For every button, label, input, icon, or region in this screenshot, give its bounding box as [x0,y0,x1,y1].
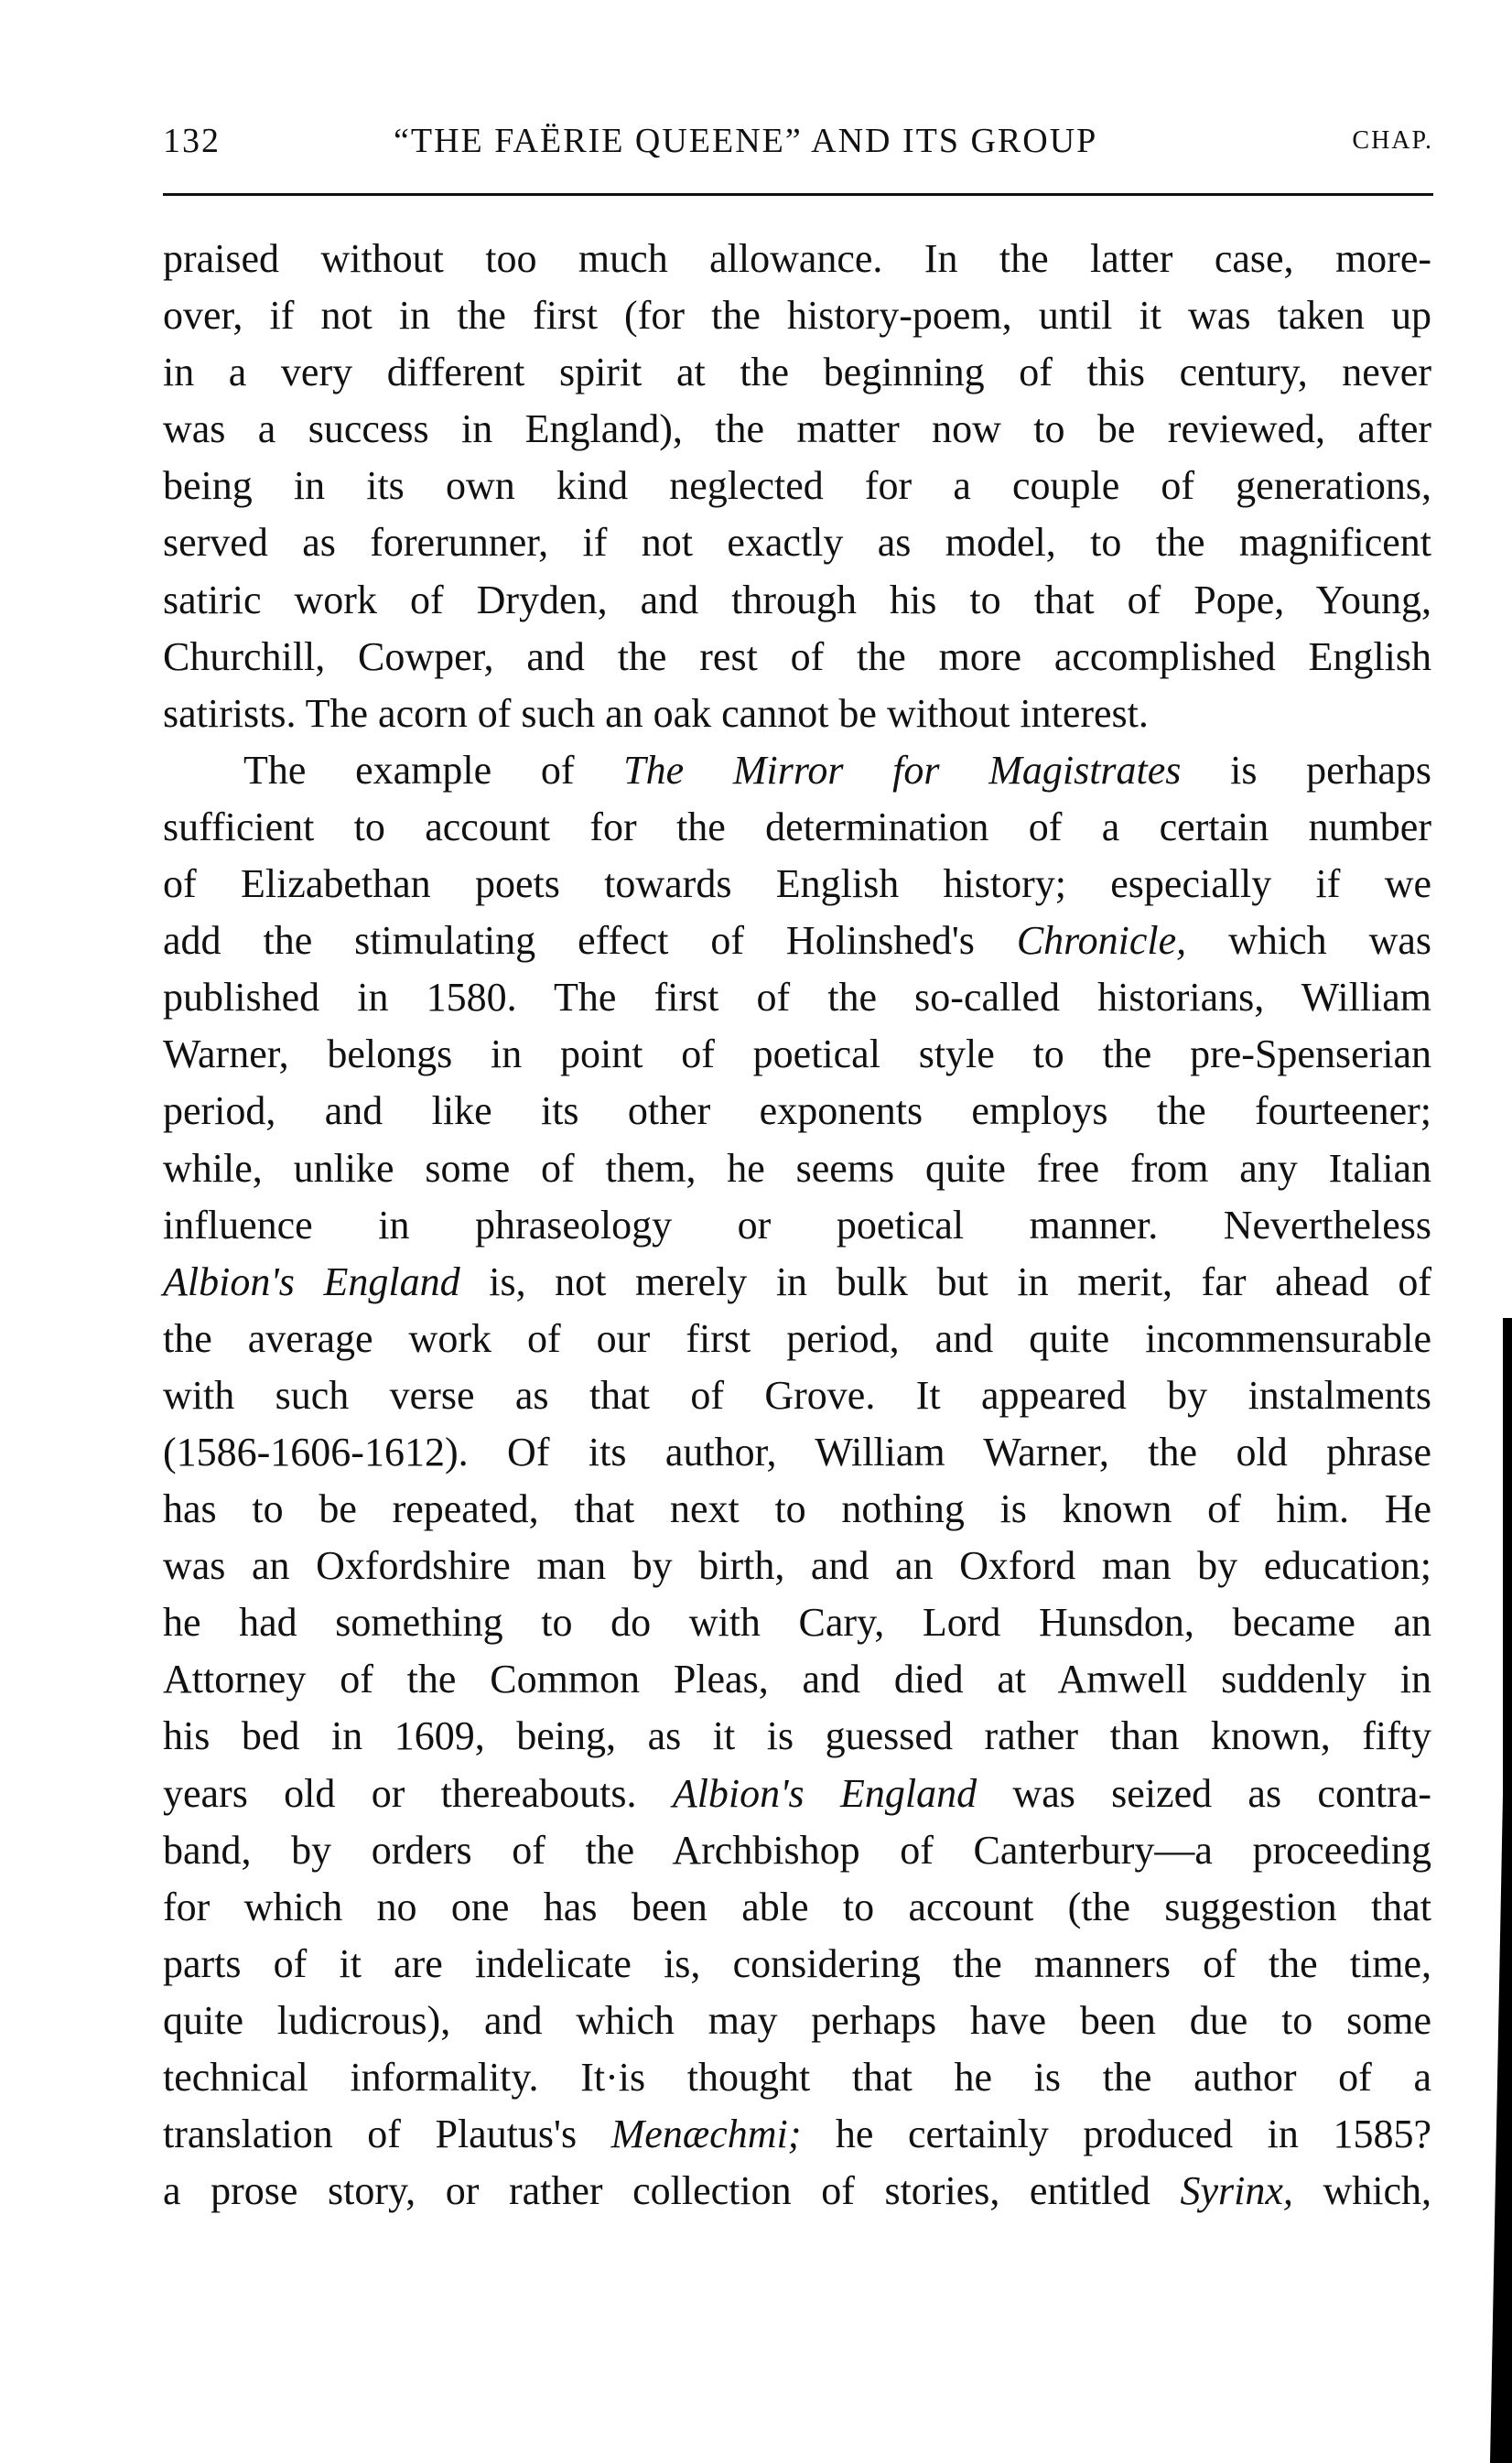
text-line [163,1254,1431,1311]
text-line [163,2163,1431,2220]
text-line [163,2106,1431,2163]
text-line [163,1367,1431,1424]
text-line [163,856,1431,913]
page-number: 132 [163,122,221,160]
text-line [163,1197,1431,1254]
text-segment: the average work of our first period, and quite incommensurable [163,1315,1431,1361]
text-segment: Attorney of the Common Pleas, and died at Amwell suddenly in [163,1657,1431,1702]
text-line [163,913,1431,969]
text-segment: praised without too much allowance. In the latter case, more- [163,236,1431,281]
italic-title: Menæchmi; [610,2112,802,2157]
text-line [163,799,1431,856]
text-line [163,1708,1431,1765]
text-line [163,629,1431,686]
header-rule [163,193,1433,196]
text-segment: he had something to do with Cary, Lord Hunsdon, became an [163,1600,1431,1646]
text-segment: of Elizabethan poets towards English history; especially if we [163,861,1431,907]
chapter-label: CHAP. [1352,126,1433,155]
text-line [163,1822,1431,1879]
text-line [163,1481,1431,1538]
text-segment: while, unlike some of them, he seems quite free from any Italian [163,1145,1431,1191]
text-segment: years old or thereabouts. [163,1770,673,1816]
text-segment: was seized as contra- [977,1770,1431,1816]
text-segment: is, not merely in bulk but in merit, far ahead of [459,1259,1432,1304]
text-segment: add the stimulating effect of Holinshed's [163,918,1017,964]
text-segment: for which no one has been able to account (the suggestion that [163,1884,1431,1929]
text-segment: technical informality. It·is thought that he is the author of a [163,2055,1431,2100]
text-segment: sufficient to account for the determination of a certain number [163,804,1431,849]
text-line [163,1879,1431,1936]
text-segment: has to be repeated, that next to nothing is known of him. He [163,1486,1431,1532]
page-edge-shadow-band [1503,1318,1512,2463]
text-segment: which was [1186,918,1431,964]
text-segment: quite ludicrous), and which may perhaps have been due to some [163,1997,1431,2043]
text-line [163,1993,1431,2049]
running-header [163,121,1433,176]
text-segment: The example of [243,747,624,793]
text-line [163,969,1431,1026]
text-segment: which, [1292,2168,1431,2214]
italic-title: Syrinx, [1180,2168,1293,2214]
text-segment: his bed in 1609, being, as it is guessed rather than known, fifty [163,1713,1431,1759]
text-line [163,1424,1431,1481]
text-segment: Warner, belongs in point of poetical style to the pre-Spenserian [163,1032,1431,1077]
text-line [163,1311,1431,1367]
text-line [163,1766,1431,1822]
text-segment: translation of Plautus's [163,2112,611,2157]
text-line [163,514,1431,571]
text-line [163,572,1431,629]
text-segment: he certainly produced in 1585? [801,2112,1431,2157]
text-segment: in a very different spirit at the beginning of this century, never [163,350,1431,395]
italic-title: Albion's England [672,1770,977,1816]
text-segment: with such verse as that of Grove. It appeared by instalments [163,1372,1431,1418]
text-line [163,231,1431,287]
text-line [163,458,1431,514]
text-line [163,2049,1431,2106]
text-segment: a prose story, or rather collection of stories, entitled [163,2168,1181,2214]
text-segment: period, and like its other exponents employs the fourteener; [163,1088,1431,1134]
text-line [163,742,1431,799]
text-segment: satirists. The acorn of such an oak cannot be without interest. [163,690,1149,736]
text-segment: being in its own kind neglected for a couple of generations, [163,463,1431,509]
text-line [163,686,1431,742]
text-line [163,1140,1431,1197]
text-segment: was an Oxfordshire man by birth, and an Oxford man by education; [163,1543,1431,1589]
italic-title: Chronicle, [1016,918,1187,964]
text-line [163,1083,1431,1140]
text-segment: influence in phraseology or poetical manner. Nevertheless [163,1202,1431,1248]
text-segment: Churchill, Cowper, and the rest of the more accomplished English [163,633,1431,679]
text-line [163,1936,1431,1993]
text-segment: over, if not in the first (for the history-poem, until it was taken up [163,293,1431,339]
text-segment: was a success in England), the matter now to be reviewed, after [163,406,1431,452]
text-line [163,1651,1431,1708]
text-line [163,287,1431,344]
text-line [163,344,1431,401]
text-segment: (1586-1606-1612). Of its author, William Warner, the old phrase [163,1429,1431,1475]
running-title: “THE FAËRIE QUEENE” AND ITS GROUP [394,122,1098,160]
text-line [163,1026,1431,1083]
text-segment: satiric work of Dryden, and through his to that of Pope, Young, [163,577,1431,622]
text-segment: band, by orders of the Archbishop of Canterbury—a proceeding [163,1827,1431,1873]
text-segment: is perhaps [1181,747,1431,793]
text-segment: parts of it are indelicate is, considering the manners of the time, [163,1940,1431,1986]
italic-title: The Mirror for Magistrates [623,747,1182,793]
text-segment: published in 1580. The first of the so-called historians, William [163,975,1431,1021]
italic-title: Albion's England [163,1259,460,1304]
text-line [163,1594,1431,1651]
text-segment: served as forerunner, if not exactly as model, to the magnificent [163,520,1431,566]
text-line [163,401,1431,458]
text-line [163,1538,1431,1594]
body-text [163,231,1431,2220]
